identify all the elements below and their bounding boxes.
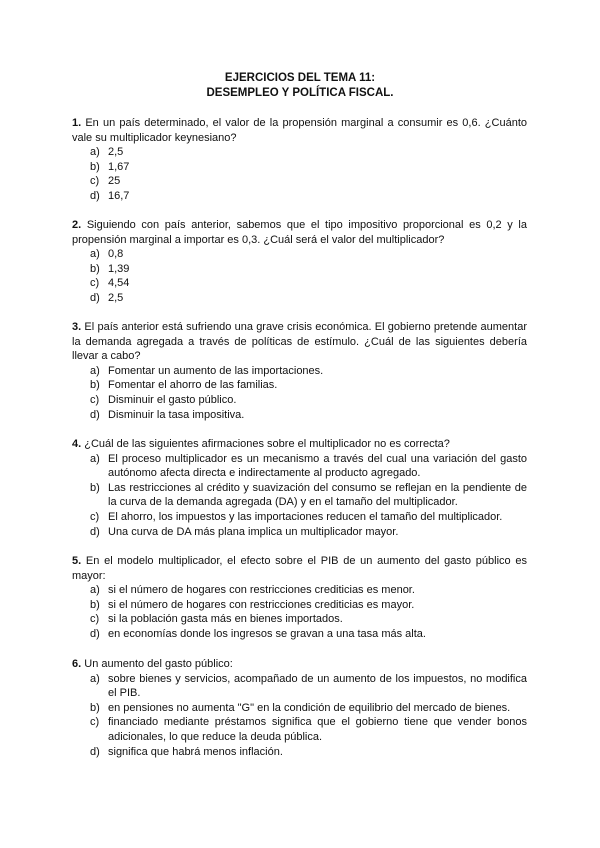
answer-option-a xyxy=(72,364,527,379)
option-text: 0,8 xyxy=(108,248,124,261)
option-letter: a) xyxy=(90,146,100,159)
option-text: Disminuir el gasto público. xyxy=(108,393,237,406)
question-text xyxy=(72,437,527,452)
answer-option-c xyxy=(72,612,527,627)
question-2 xyxy=(72,218,527,306)
option-text: 2,5 xyxy=(108,146,124,159)
answer-option-c xyxy=(72,276,527,291)
option-letter: a) xyxy=(90,364,100,377)
option-letter: d) xyxy=(90,525,100,538)
option-text: Una curva de DA más plana implica un multiplicador mayor. xyxy=(108,525,399,538)
question-4 xyxy=(72,437,527,539)
answer-options xyxy=(72,247,527,305)
option-text: 25 xyxy=(108,175,121,188)
answer-option-d xyxy=(72,189,527,204)
option-text: 16,7 xyxy=(108,189,130,202)
answer-option-c xyxy=(72,510,527,525)
document-title-line-1: EJERCICIOS DEL TEMA 11: xyxy=(224,72,376,84)
option-letter: a) xyxy=(90,584,100,597)
question-text xyxy=(72,320,527,364)
option-letter: b) xyxy=(90,262,100,275)
question-body: Un aumento del gasto público: xyxy=(81,658,233,670)
answer-option-b xyxy=(72,598,527,613)
option-text: si el número de hogares con restricciones crediticias es mayor. xyxy=(108,598,415,611)
question-text xyxy=(72,116,527,145)
question-5 xyxy=(72,554,527,642)
question-1 xyxy=(72,116,527,204)
answer-options xyxy=(72,583,527,641)
answer-option-d xyxy=(72,525,527,540)
option-text: 1,67 xyxy=(108,160,130,173)
question-body: En un país determinado, el valor de la propensión marginal a consumir es 0,6. ¿Cuánto vale su multiplicador keynesiano? xyxy=(72,117,527,144)
option-letter: c) xyxy=(90,716,100,729)
question-text xyxy=(72,657,527,672)
option-letter: b) xyxy=(90,598,100,611)
answer-options xyxy=(72,145,527,203)
option-text: significa que habrá menos inflación. xyxy=(108,745,283,758)
option-text: Disminuir la tasa impositiva. xyxy=(108,408,245,421)
option-text: Fomentar el ahorro de las familias. xyxy=(108,379,278,392)
question-3 xyxy=(72,320,527,422)
answer-option-a xyxy=(72,247,527,262)
answer-options xyxy=(72,364,527,422)
answer-option-d xyxy=(72,627,527,642)
question-number: 1. xyxy=(72,117,82,129)
answer-option-b xyxy=(72,378,527,393)
answer-option-b xyxy=(72,481,527,510)
option-text: en pensiones no aumenta "G" en la condición de equilibrio del mercado de bienes. xyxy=(108,701,511,714)
option-text: El ahorro, los impuestos y las importaciones reducen el tamaño del multiplicador. xyxy=(108,510,503,523)
option-letter: c) xyxy=(90,175,100,188)
option-text: en economías donde los ingresos se gravan a una tasa más alta. xyxy=(108,627,426,640)
document-title-line-2: DESEMPLEO Y POLÍTICA FISCAL. xyxy=(206,87,394,99)
option-letter: a) xyxy=(90,248,100,261)
question-number: 2. xyxy=(72,219,82,231)
question-body: Siguiendo con país anterior, sabemos que el tipo impositivo proporcional es 0,2 y la propensión marginal a importar es 0,3. ¿Cuál será el valor del multiplicador? xyxy=(72,219,527,246)
answer-option-c xyxy=(72,174,527,189)
option-letter: d) xyxy=(90,745,100,758)
answer-option-c xyxy=(72,393,527,408)
option-text: si el número de hogares con restricciones crediticias es menor. xyxy=(108,584,415,597)
option-text: El proceso multiplicador es un mecanismo a través del cual una variación del gasto autónomo afecta directa e indirectamente al producto agregado. xyxy=(108,452,527,480)
answer-option-a xyxy=(72,583,527,598)
option-letter: d) xyxy=(90,291,100,304)
option-text: 2,5 xyxy=(108,291,124,304)
option-text: 1,39 xyxy=(108,262,130,275)
question-text xyxy=(72,554,527,583)
answer-option-a xyxy=(72,672,527,701)
answer-option-d xyxy=(72,291,527,306)
answer-option-b xyxy=(72,701,527,716)
option-letter: b) xyxy=(90,481,100,494)
answer-option-a xyxy=(72,452,527,481)
option-letter: d) xyxy=(90,189,100,202)
question-body: En el modelo multiplicador, el efecto sobre el PIB de un aumento del gasto público es mayor: xyxy=(72,555,527,582)
option-letter: a) xyxy=(90,672,100,685)
option-text: Fomentar un aumento de las importaciones. xyxy=(108,364,324,377)
answer-option-b xyxy=(72,262,527,277)
option-letter: b) xyxy=(90,379,100,392)
option-letter: b) xyxy=(90,701,100,714)
answer-option-b xyxy=(72,160,527,175)
answer-option-c xyxy=(72,715,527,744)
question-text xyxy=(72,218,527,247)
option-letter: a) xyxy=(90,452,100,465)
question-number: 5. xyxy=(72,555,82,567)
option-letter: c) xyxy=(90,510,100,523)
option-text: 4,54 xyxy=(108,277,130,290)
question-6 xyxy=(72,657,527,759)
option-letter: d) xyxy=(90,627,100,640)
question-number: 3. xyxy=(72,321,82,333)
answer-options xyxy=(72,452,527,540)
answer-option-d xyxy=(72,745,527,760)
question-number: 4. xyxy=(72,438,82,450)
question-number: 6. xyxy=(72,658,82,670)
question-body: ¿Cuál de las siguientes afirmaciones sobre el multiplicador no es correcta? xyxy=(81,438,450,450)
option-letter: d) xyxy=(90,408,100,421)
answer-option-d xyxy=(72,408,527,423)
option-text: si la población gasta más en bienes importados. xyxy=(108,613,343,626)
option-letter: c) xyxy=(90,277,100,290)
answer-options xyxy=(72,672,527,760)
option-text: Las restricciones al crédito y suavización del consumo se reflejan en la pendiente de la curva de la demanda agregada (DA) y en el tamaño del multiplicador. xyxy=(108,481,527,509)
answer-option-a xyxy=(72,145,527,160)
option-text: financiado mediante préstamos significa que el gobierno tiene que vender bonos adicionales, lo que reduce la deuda pública. xyxy=(108,716,527,743)
option-letter: c) xyxy=(90,613,100,626)
option-letter: c) xyxy=(90,393,100,406)
option-text: sobre bienes y servicios, acompañado de un aumento de los impuestos, no modifica el PIB. xyxy=(108,672,527,700)
question-body: El país anterior está sufriendo una grave crisis económica. El gobierno pretende aumentar la demanda agregada a través de políticas de estímulo. ¿Cuál de las siguientes debería llevar a cabo? xyxy=(72,321,527,363)
option-letter: b) xyxy=(90,160,100,173)
